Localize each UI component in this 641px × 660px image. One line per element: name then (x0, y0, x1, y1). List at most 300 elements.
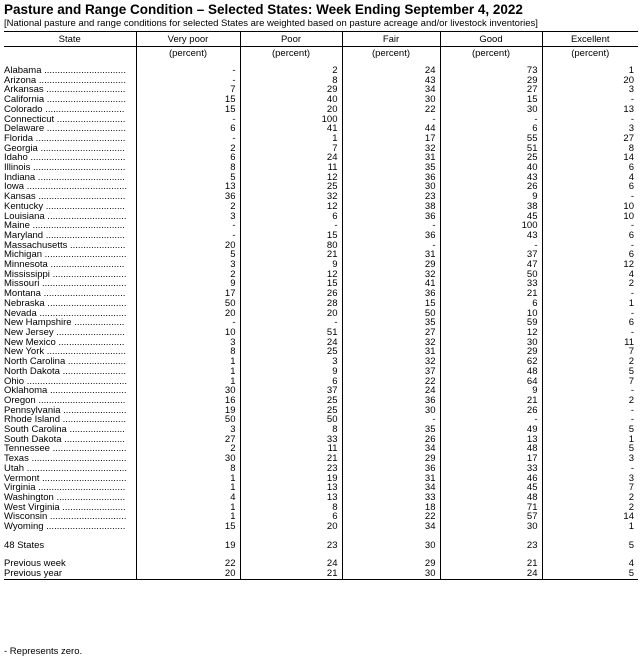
value-cell: 12 (440, 328, 542, 338)
table-row (4, 299, 638, 309)
state-name (4, 464, 136, 474)
table-row (4, 115, 638, 125)
value-cell: 29 (342, 559, 440, 569)
value-cell: 49 (440, 425, 542, 435)
state-name (4, 299, 136, 309)
value-cell: 64 (440, 377, 542, 387)
value-cell: 15 (136, 95, 240, 105)
value-cell: 14 (542, 512, 638, 522)
value-cell: 6 (240, 212, 342, 222)
value-cell: 24 (342, 66, 440, 76)
state-label: Previous week (4, 559, 66, 570)
leader-dots: ............................ (47, 260, 125, 270)
spacer-cell (240, 532, 342, 541)
value-cell: 22 (342, 512, 440, 522)
value-cell: 2 (240, 66, 342, 76)
value-cell: 48 (440, 367, 542, 377)
value-cell: 48 (440, 493, 542, 503)
value-cell: 15 (240, 231, 342, 241)
leader-dots: ................................ (39, 473, 127, 484)
state-label: New York (4, 347, 45, 358)
value-cell: 8 (136, 347, 240, 357)
value-cell: 1 (136, 512, 240, 522)
table-row (4, 76, 638, 86)
table-row (4, 435, 638, 445)
leader-dots: ................................. (35, 192, 126, 202)
col-header-very-poor: Very poor (136, 32, 240, 47)
value-cell: 5 (542, 444, 638, 454)
state-name (4, 541, 136, 551)
value-cell: - (440, 415, 542, 425)
value-cell: 12 (240, 202, 342, 212)
state-label: Oklahoma (4, 386, 48, 396)
spacer-row (4, 550, 638, 559)
value-cell: 2 (542, 396, 638, 406)
state-label: Wisconsin (4, 512, 48, 523)
state-label: Mississippi (4, 269, 50, 280)
comparison-row (4, 569, 638, 579)
state-name (4, 328, 136, 338)
report-title: Pasture and Range Condition – Selected States: Week Ending September 4, 2022 (4, 2, 523, 17)
value-cell: 3 (136, 338, 240, 348)
value-cell: 33 (440, 464, 542, 474)
state-label: Louisiana (4, 211, 45, 222)
value-cell: 6 (542, 250, 638, 260)
state-name (4, 503, 136, 513)
total-row (4, 541, 638, 551)
state-label: Illinois (4, 163, 31, 173)
leader-dots: .............................. (43, 201, 125, 212)
value-cell: 43 (342, 76, 440, 86)
value-cell: 44 (342, 124, 440, 134)
table-row (4, 105, 638, 115)
value-cell: 33 (440, 279, 542, 289)
value-cell: - (542, 289, 638, 299)
value-cell: 7 (542, 483, 638, 493)
value-cell: - (136, 76, 240, 86)
value-cell: 15 (440, 95, 542, 105)
value-cell: 10 (542, 202, 638, 212)
value-cell: 36 (342, 231, 440, 241)
value-cell: 21 (240, 569, 342, 579)
state-label: Georgia (4, 143, 38, 154)
leader-dots: .......................... (54, 114, 126, 125)
state-name (4, 425, 136, 435)
value-cell: 32 (342, 144, 440, 154)
value-cell: 33 (342, 493, 440, 503)
state-label: Idaho (4, 153, 28, 164)
leader-dots: .............................. (44, 95, 126, 105)
table-row (4, 318, 638, 328)
leader-dots: ........................ (59, 366, 126, 377)
table-row (4, 406, 638, 416)
table-row (4, 192, 638, 202)
value-cell: 30 (136, 454, 240, 464)
col-header-fair: Fair (342, 32, 440, 47)
value-cell: 1 (136, 357, 240, 367)
value-cell: 31 (342, 250, 440, 260)
value-cell: 25 (240, 406, 342, 416)
spacer-cell (440, 550, 542, 559)
state-label: Pennsylvania (4, 405, 61, 416)
table-row (4, 144, 638, 154)
state-label: Vermont (4, 473, 40, 484)
value-cell: 6 (136, 153, 240, 163)
report-subtitle: [National pasture and range conditions for selected States are weighted based on pasture acreage and/or livestock inventories] (4, 18, 538, 29)
state-name (4, 522, 136, 532)
value-cell: 8 (136, 163, 240, 173)
value-cell: 50 (136, 299, 240, 309)
units-cell: (percent) (440, 47, 542, 62)
table-row (4, 182, 638, 192)
table-row (4, 66, 638, 76)
value-cell: - (440, 241, 542, 251)
table-row (4, 134, 638, 144)
col-header-good: Good (440, 32, 542, 47)
leader-dots: .............................. (44, 124, 126, 134)
value-cell: 59 (440, 318, 542, 328)
state-name (4, 367, 136, 377)
value-cell: 25 (440, 153, 542, 163)
value-cell: 30 (440, 105, 542, 115)
table-row (4, 309, 638, 319)
value-cell: - (542, 464, 638, 474)
spacer-cell (342, 532, 440, 541)
spacer-cell (440, 532, 542, 541)
leader-dots: ................................. (35, 172, 125, 183)
value-cell: 3 (542, 474, 638, 484)
value-cell: 29 (342, 260, 440, 270)
value-cell: 41 (240, 124, 342, 134)
state-name (4, 569, 136, 579)
state-label: Virginia (4, 483, 36, 493)
value-cell: - (136, 134, 240, 144)
leader-dots: .................................... (28, 454, 127, 464)
spacer-cell (542, 550, 638, 559)
table-row (4, 153, 638, 163)
value-cell: 6 (542, 231, 638, 241)
state-label: North Carolina (4, 357, 66, 367)
value-cell: 1 (542, 435, 638, 445)
state-name (4, 231, 136, 241)
value-cell: 1 (136, 474, 240, 484)
value-cell: 4 (542, 270, 638, 280)
value-cell: 17 (136, 289, 240, 299)
state-name (4, 435, 136, 445)
value-cell: 34 (342, 85, 440, 95)
state-label: Nebraska (4, 298, 45, 309)
table-row (4, 367, 638, 377)
value-cell: - (342, 221, 440, 231)
state-name (4, 202, 136, 212)
value-cell: 5 (136, 173, 240, 183)
leader-dots: ..................... (67, 240, 126, 251)
table-row (4, 512, 638, 522)
value-cell: 4 (542, 559, 638, 569)
value-cell: - (136, 66, 240, 76)
value-cell: 8 (240, 503, 342, 513)
table-row (4, 425, 638, 435)
spacer-cell (342, 550, 440, 559)
value-cell: 55 (440, 134, 542, 144)
value-cell: 31 (342, 153, 440, 163)
value-cell: - (240, 318, 342, 328)
value-cell: 21 (240, 250, 342, 260)
value-cell: 3 (136, 425, 240, 435)
value-cell: 19 (136, 406, 240, 416)
value-cell: 45 (440, 483, 542, 493)
state-label: Alabama (4, 66, 42, 76)
value-cell: 50 (240, 415, 342, 425)
value-cell: 36 (342, 173, 440, 183)
leader-dots: .............................. (44, 347, 126, 358)
leader-dots: .............................. (43, 85, 126, 96)
value-cell: 24 (240, 338, 342, 348)
value-cell: - (542, 115, 638, 125)
state-label: Maine (4, 221, 30, 231)
table-row (4, 279, 638, 289)
value-cell: 9 (240, 367, 342, 377)
leader-dots: ................................ (37, 143, 125, 154)
value-cell: 16 (136, 396, 240, 406)
leader-dots: ................................. (36, 308, 127, 319)
spacer-cell (4, 532, 136, 541)
state-name (4, 66, 136, 76)
value-cell: 22 (342, 377, 440, 387)
value-cell: - (542, 221, 638, 231)
value-cell: 1 (542, 299, 638, 309)
state-label: South Carolina (4, 425, 67, 435)
leader-dots: .......................... (53, 492, 126, 503)
value-cell: 8 (136, 464, 240, 474)
value-cell: 23 (440, 541, 542, 551)
state-name (4, 338, 136, 348)
value-cell: 30 (136, 386, 240, 396)
state-name (4, 134, 136, 144)
leader-dots: ...................................... (24, 376, 128, 387)
value-cell: 31 (342, 474, 440, 484)
value-cell: 80 (240, 241, 342, 251)
value-cell: 23 (342, 192, 440, 202)
value-cell: 3 (542, 124, 638, 134)
value-cell: 2 (542, 279, 638, 289)
state-name (4, 85, 136, 95)
value-cell: 20 (136, 309, 240, 319)
value-cell: 24 (240, 559, 342, 569)
value-cell: 25 (240, 396, 342, 406)
value-cell: 25 (240, 182, 342, 192)
state-label: Florida (4, 133, 34, 144)
value-cell: 17 (342, 134, 440, 144)
value-cell: 21 (440, 289, 542, 299)
state-name (4, 415, 136, 425)
value-cell: 30 (440, 338, 542, 348)
value-cell: 40 (240, 95, 342, 105)
state-label: Kansas (4, 192, 36, 202)
state-label: Michigan (4, 250, 43, 261)
state-name (4, 153, 136, 163)
value-cell: 13 (240, 483, 342, 493)
value-cell: 36 (342, 464, 440, 474)
value-cell: 27 (440, 85, 542, 95)
value-cell: 48 (440, 444, 542, 454)
state-label: Kentucky (4, 201, 44, 212)
value-cell: 6 (440, 299, 542, 309)
value-cell: - (136, 318, 240, 328)
leader-dots: .............................. (43, 230, 125, 241)
value-cell: 6 (542, 318, 638, 328)
state-label: Missouri (4, 279, 40, 290)
value-cell: 27 (342, 328, 440, 338)
value-cell: 22 (342, 105, 440, 115)
col-header-excellent: Excellent (542, 32, 638, 47)
value-cell: 1 (136, 483, 240, 493)
footnote: - Represents zero. (4, 646, 83, 657)
value-cell: 2 (542, 503, 638, 513)
value-cell: 25 (240, 347, 342, 357)
state-name (4, 386, 136, 396)
table-row (4, 202, 638, 212)
state-label: New Jersey (4, 327, 54, 338)
value-cell: 30 (342, 541, 440, 551)
state-name (4, 124, 136, 134)
state-name (4, 212, 136, 222)
value-cell: 35 (342, 163, 440, 173)
value-cell: 12 (542, 260, 638, 270)
units-cell: (percent) (542, 47, 638, 62)
table-row (4, 464, 638, 474)
value-cell: 8 (542, 144, 638, 154)
table-row (4, 444, 638, 454)
value-cell: 5 (542, 541, 638, 551)
value-cell: 30 (342, 95, 440, 105)
leader-dots: ............................. (47, 386, 127, 396)
state-name (4, 377, 136, 387)
value-cell: 34 (342, 522, 440, 532)
value-cell: 13 (240, 493, 342, 503)
leader-dots: ............................... (41, 66, 126, 76)
state-name (4, 250, 136, 260)
value-cell: - (542, 386, 638, 396)
value-cell: 47 (440, 260, 542, 270)
state-label: Indiana (4, 172, 36, 183)
value-cell: - (542, 328, 638, 338)
table-row (4, 231, 638, 241)
value-cell: 20 (240, 309, 342, 319)
state-label: North Dakota (4, 366, 60, 377)
table-row (4, 396, 638, 406)
leader-dots: ................................... (29, 221, 125, 231)
table-row (4, 163, 638, 173)
col-header-state: State (4, 32, 136, 47)
table-row (4, 347, 638, 357)
value-cell: 8 (240, 76, 342, 86)
state-label: Maryland (4, 230, 44, 241)
state-name (4, 357, 136, 367)
value-cell: 11 (240, 163, 342, 173)
state-label: Rhode Island (4, 415, 60, 426)
value-cell: 36 (342, 212, 440, 222)
value-cell: 26 (240, 289, 342, 299)
state-name (4, 444, 136, 454)
value-cell: 62 (440, 357, 542, 367)
state-name (4, 454, 136, 464)
state-name (4, 406, 136, 416)
value-cell: - (240, 221, 342, 231)
value-cell: 5 (542, 367, 638, 377)
state-name (4, 474, 136, 484)
state-label: Arizona (4, 75, 37, 86)
value-cell: 46 (440, 474, 542, 484)
value-cell: 100 (240, 115, 342, 125)
state-label: Connecticut (4, 114, 55, 125)
value-cell: 29 (342, 454, 440, 464)
value-cell: 18 (342, 503, 440, 513)
leader-dots: ................................ (39, 279, 127, 290)
value-cell: 11 (240, 444, 342, 454)
value-cell: 10 (136, 328, 240, 338)
value-cell: 36 (342, 396, 440, 406)
value-cell: 2 (136, 202, 240, 212)
value-cell: 7 (240, 144, 342, 154)
value-cell: 20 (240, 105, 342, 115)
comparison-row (4, 559, 638, 569)
leader-dots: ............................... (40, 289, 126, 299)
value-cell: 29 (440, 347, 542, 357)
value-cell: 3 (240, 357, 342, 367)
value-cell: 32 (342, 270, 440, 280)
value-cell: 32 (240, 192, 342, 202)
value-cell: 43 (440, 173, 542, 183)
value-cell: 3 (136, 212, 240, 222)
table-row (4, 241, 638, 251)
table-row (4, 289, 638, 299)
leader-dots: ........................ (59, 415, 126, 426)
value-cell: 11 (542, 338, 638, 348)
value-cell: 51 (240, 328, 342, 338)
header-row (4, 32, 638, 47)
value-cell: 3 (136, 260, 240, 270)
leader-dots: ................... (71, 318, 125, 328)
spacer-cell (240, 550, 342, 559)
value-cell: 2 (136, 270, 240, 280)
table-row (4, 522, 638, 532)
value-cell: 10 (440, 309, 542, 319)
state-label: West Virginia (4, 502, 60, 513)
value-cell: 17 (440, 454, 542, 464)
value-cell: 24 (342, 386, 440, 396)
units-cell: (percent) (136, 47, 240, 62)
value-cell: 8 (240, 425, 342, 435)
leader-dots: ................................. (35, 483, 126, 493)
leader-dots: ............................ (49, 269, 127, 280)
state-label: Texas (4, 454, 29, 464)
state-name (4, 192, 136, 202)
units-cell (4, 47, 136, 62)
value-cell: 14 (542, 153, 638, 163)
table-row (4, 483, 638, 493)
value-cell: 36 (342, 289, 440, 299)
value-cell: 38 (342, 202, 440, 212)
table-row (4, 386, 638, 396)
state-name (4, 309, 136, 319)
table-row (4, 357, 638, 367)
units-cell: (percent) (342, 47, 440, 62)
value-cell: 35 (342, 318, 440, 328)
col-header-poor: Poor (240, 32, 342, 47)
value-cell: 23 (240, 541, 342, 551)
value-cell: 6 (136, 124, 240, 134)
